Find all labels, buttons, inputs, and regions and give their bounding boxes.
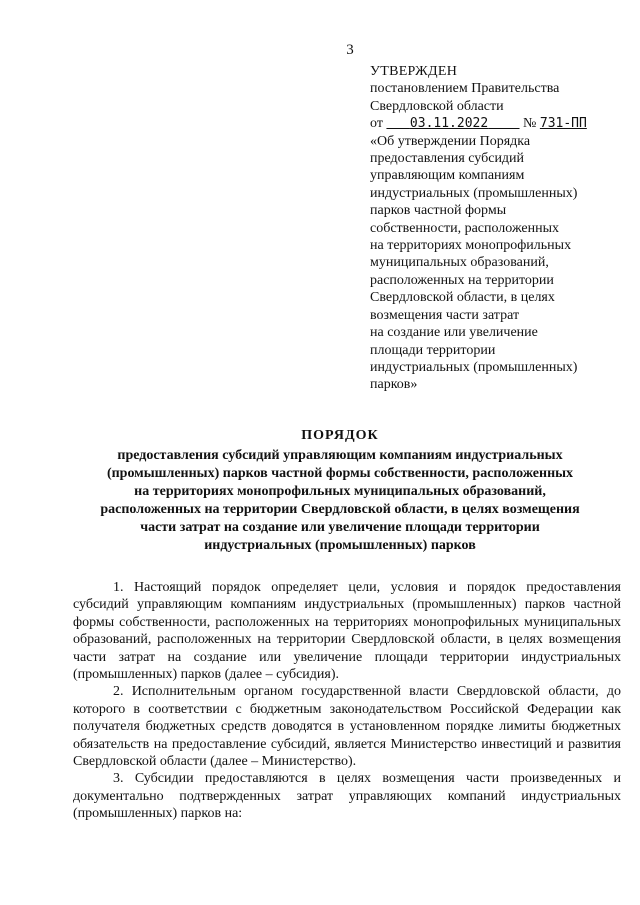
subject-line: Свердловской области, в целях [370, 290, 555, 306]
approval-line-1: постановлением Правительства [370, 81, 560, 97]
from-label: от [370, 116, 383, 132]
title-line: расположенных на территории Свердловской области, в целях возмещения [100, 502, 580, 517]
approval-date-value: 03.11.2022 [409, 116, 489, 132]
approval-date-line [370, 115, 620, 132]
approval-subject [370, 133, 620, 394]
subject-line: «Об утверждении Порядка [370, 133, 531, 149]
approval-date [386, 116, 519, 131]
page-number: 3 [346, 42, 354, 58]
title-line: (промышленных) парков частной формы собственности, расположенных [106, 466, 574, 481]
approval-number: 731-ПП [539, 116, 587, 132]
approval-line-2: Свердловской области [370, 98, 504, 114]
number-label: № [523, 116, 537, 132]
subject-line: индустриальных (промышленных) [370, 359, 578, 375]
subject-line: на территориях монопрофильных [370, 238, 572, 254]
subject-line: площади территории [370, 342, 496, 358]
title-line: на территориях монопрофильных муниципальных образований, [134, 484, 546, 499]
subject-line: муниципальных образований, [370, 255, 549, 271]
paragraph-2: 2. Исполнительным органом государственной власти Свердловской области, до которого в соответствии с бюджетным законодательством Российской Федерации как получателя бюджетных средств доводятся в установленном порядке лимиты бюджетных обязательств на предоставление субсидий, является Министерство инвестиций и развития Свердловской области (далее – Министерство). [73, 684, 621, 770]
subject-line: управляющим компаниям [370, 168, 525, 184]
paragraph-3: 3. Субсидии предоставляются в целях возмещения части произведенных и документально подтвержденных затрат управляющих компаний индустриальных (промышленных) парков на: [73, 771, 621, 822]
subject-line: парков частной формы [370, 203, 507, 219]
subject-line: индустриальных (промышленных) [370, 185, 578, 201]
title-line: предоставления субсидий управляющим компаниям индустриальных [117, 448, 563, 463]
approval-block [370, 63, 620, 394]
approval-heading: УТВЕРЖДЕН [370, 64, 458, 79]
title-line: части затрат на создание или увеличение площади территории [140, 520, 540, 535]
subject-line: собственности, расположенных [370, 220, 560, 236]
subject-line: предоставления субсидий [370, 151, 525, 167]
title-main: ПОРЯДОК [301, 428, 379, 443]
subject-line: возмещения части затрат [370, 307, 520, 323]
subject-line: на создание или увеличение [370, 325, 538, 341]
subject-line: парков» [370, 377, 418, 393]
document-body [73, 579, 621, 823]
subject-line: расположенных на территории [370, 272, 554, 288]
document-title [60, 427, 620, 555]
title-line: индустриальных (промышленных) парков [204, 538, 476, 553]
paragraph-1: 1. Настоящий порядок определяет цели, условия и порядок предоставления субсидий управляющим компаниям индустриальных (промышленных) парков частной формы собственности, расположенных на территориях монопрофильных муниципальных образований, расположенных на территории Свердловской области, в целях возмещения части затрат на создание или увеличение площади территории индустриальных (промышленных) парков (далее – субсидия). [73, 580, 621, 683]
